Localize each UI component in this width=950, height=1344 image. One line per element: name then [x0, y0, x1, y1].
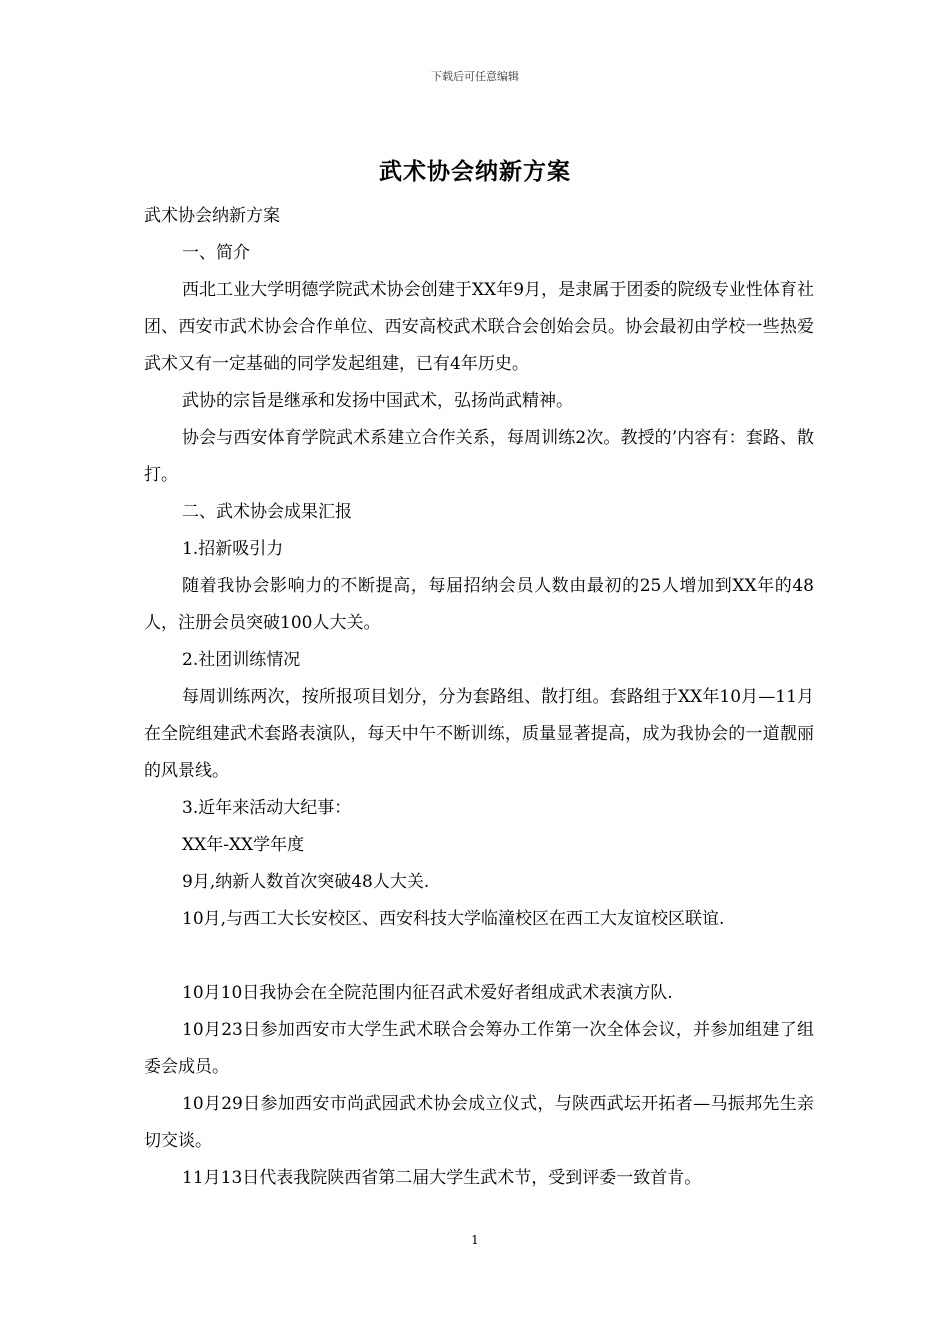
event-school-year: XX年-XX学年度 [182, 835, 305, 855]
document-body [144, 198, 814, 1197]
body-subtitle: 武术协会纳新方案 [144, 206, 280, 226]
paragraph-recruitment: 随着我协会影响力的不断提高，每届招纳会员人数由最初的25人增加到XX年的48人，注册会员突破100人大关。 [144, 576, 814, 633]
section-heading-intro: 一、简介 [182, 243, 250, 263]
document-title: 武术协会纳新方案 [379, 158, 571, 185]
paragraph-purpose: 武协的宗旨是继承和发扬中国武术，弘扬尚武精神。 [182, 391, 573, 411]
subheading-events: 3.近年来活动大纪事： [182, 798, 352, 818]
subheading-training: 2.社团训练情况 [182, 650, 301, 670]
page-header-note: 下载后可任意编辑 [431, 70, 519, 83]
blank-line [144, 938, 814, 975]
paragraph-cooperation: 协会与西安体育学院武术系建立合作关系，每周训练2次。教授的’内容有：套路、散打。 [144, 428, 814, 485]
paragraph-intro: 西北工业大学明德学院武术协会创建于XX年9月，是隶属于团委的院级专业性体育社团、西安市武术协会合作单位、西安高校武术联合会创始会员。协会最初由学校一些热爱武术又有一定基础的同学发起组建，已有4年历史。 [144, 280, 814, 374]
subheading-recruitment: 1.招新吸引力 [182, 539, 284, 559]
page-number: 1 [471, 1233, 479, 1247]
event-item: 10月29日参加西安市尚武园武术协会成立仪式，与陕西武坛开拓者—马振邦先生亲切交谈。 [144, 1094, 814, 1151]
event-item: 10月,与西工大长安校区、西安科技大学临潼校区在西工大友谊校区联谊. [182, 909, 725, 929]
event-item: 10月10日我协会在全院范围内征召武术爱好者组成武术表演方队. [182, 983, 673, 1003]
paragraph-training: 每周训练两次，按所报项目划分，分为套路组、散打组。套路组于XX年10月—11月在全院组建武术套路表演队，每天中午不断训练，质量显著提高，成为我协会的一道靓丽的风景线。 [144, 687, 814, 781]
section-heading-achievements: 二、武术协会成果汇报 [182, 502, 352, 522]
event-item: 11月13日代表我院陕西省第二届大学生武术节，受到评委一致首肯。 [182, 1168, 702, 1188]
event-item: 10月23日参加西安市大学生武术联合会筹办工作第一次全体会议，并参加组建了组委会成员。 [144, 1020, 814, 1077]
event-item: 9月,纳新人数首次突破48人大关. [182, 872, 430, 892]
